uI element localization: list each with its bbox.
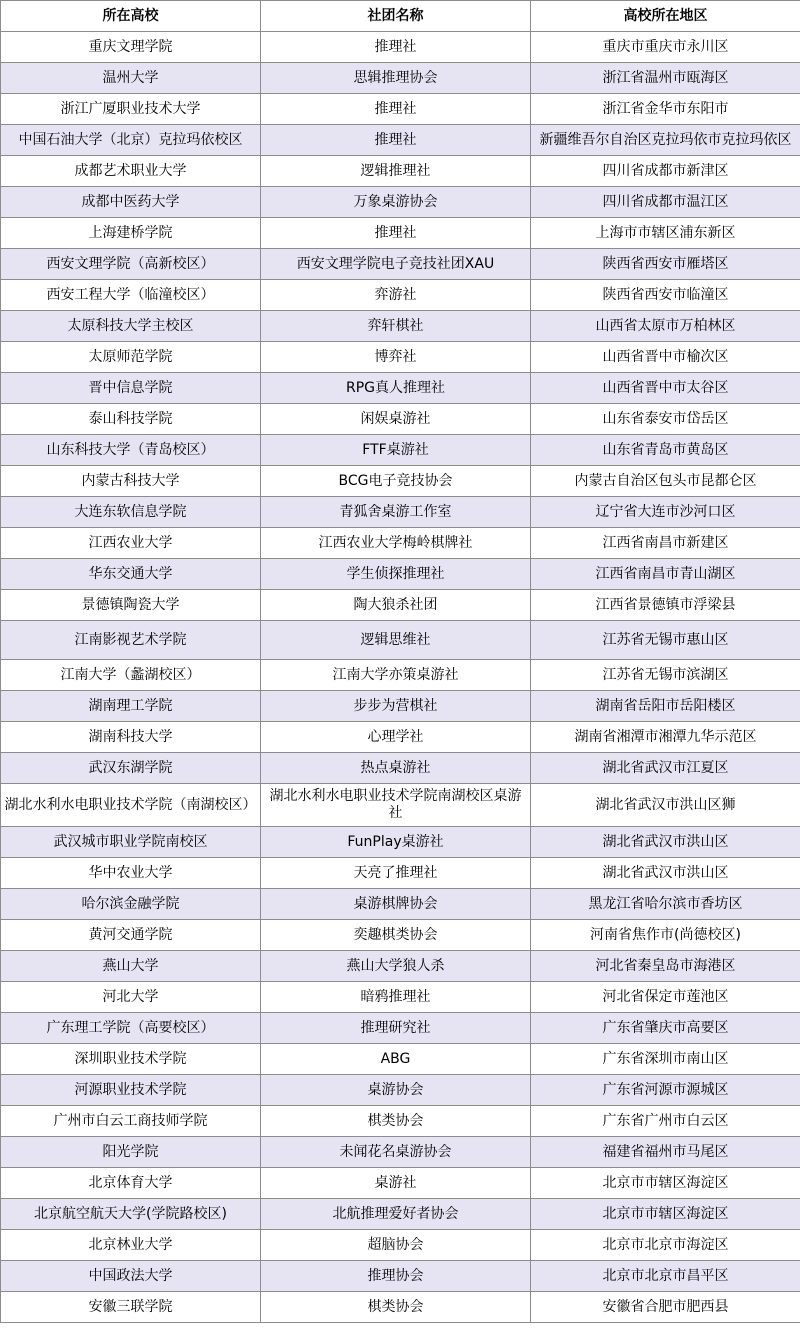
cell-school: 西安文理学院（高新校区） bbox=[1, 249, 261, 280]
cell-club: 西安文理学院电子竞技社团XAU bbox=[261, 249, 531, 280]
cell-region: 湖南省湘潭市湘潭九华示范区 bbox=[531, 722, 800, 753]
cell-region: 河南省焦作市(尚德校区) bbox=[531, 920, 800, 951]
cell-club: 推理社 bbox=[261, 125, 531, 156]
table-row bbox=[1, 660, 800, 691]
table-row bbox=[1, 1044, 800, 1075]
cell-region: 浙江省金华市东阳市 bbox=[531, 94, 800, 125]
cell-region: 广东省深圳市南山区 bbox=[531, 1044, 800, 1075]
cell-region: 湖北省武汉市洪山区狮 bbox=[531, 784, 800, 827]
cell-club: 超脑协会 bbox=[261, 1230, 531, 1261]
cell-club: 桌游协会 bbox=[261, 1075, 531, 1106]
table-row bbox=[1, 1230, 800, 1261]
table-row bbox=[1, 249, 800, 280]
table-row bbox=[1, 311, 800, 342]
cell-region: 内蒙古自治区包头市昆都仑区 bbox=[531, 466, 800, 497]
cell-school: 成都中医药大学 bbox=[1, 187, 261, 218]
cell-school: 阳光学院 bbox=[1, 1137, 261, 1168]
cell-school: 晋中信息学院 bbox=[1, 373, 261, 404]
cell-club: 心理学社 bbox=[261, 722, 531, 753]
cell-region: 浙江省温州市瓯海区 bbox=[531, 63, 800, 94]
cell-school: 江南大学（蠡湖校区） bbox=[1, 660, 261, 691]
cell-club: 北航推理爱好者协会 bbox=[261, 1199, 531, 1230]
cell-school: 太原科技大学主校区 bbox=[1, 311, 261, 342]
cell-club: 桌游棋牌协会 bbox=[261, 889, 531, 920]
cell-region: 广东省河源市源城区 bbox=[531, 1075, 800, 1106]
cell-school: 成都艺术职业大学 bbox=[1, 156, 261, 187]
cell-school: 武汉东湖学院 bbox=[1, 753, 261, 784]
table-row bbox=[1, 466, 800, 497]
cell-school: 哈尔滨金融学院 bbox=[1, 889, 261, 920]
cell-club: 思辑推理协会 bbox=[261, 63, 531, 94]
table-row bbox=[1, 691, 800, 722]
table-header-row bbox=[1, 1, 800, 32]
cell-school: 安徽三联学院 bbox=[1, 1292, 261, 1323]
header-region: 高校所在地区 bbox=[531, 1, 800, 32]
table-row bbox=[1, 722, 800, 753]
table-row bbox=[1, 156, 800, 187]
cell-school: 大连东软信息学院 bbox=[1, 497, 261, 528]
cell-club: 奕趣棋类协会 bbox=[261, 920, 531, 951]
cell-school: 深圳职业技术学院 bbox=[1, 1044, 261, 1075]
table-row bbox=[1, 1199, 800, 1230]
cell-club: 未闻花名桌游协会 bbox=[261, 1137, 531, 1168]
cell-region: 江苏省无锡市滨湖区 bbox=[531, 660, 800, 691]
cell-club: BCG电子竞技协会 bbox=[261, 466, 531, 497]
table-row bbox=[1, 1261, 800, 1292]
cell-region: 新疆维吾尔自治区克拉玛依市克拉玛依区 bbox=[531, 125, 800, 156]
cell-club: 热点桌游社 bbox=[261, 753, 531, 784]
cell-school: 黄河交通学院 bbox=[1, 920, 261, 951]
cell-club: 逻辑推理社 bbox=[261, 156, 531, 187]
table-body bbox=[1, 32, 800, 1323]
cell-school: 重庆文理学院 bbox=[1, 32, 261, 63]
table-row bbox=[1, 125, 800, 156]
table-row bbox=[1, 63, 800, 94]
cell-school: 武汉城市职业学院南校区 bbox=[1, 827, 261, 858]
cell-club: 弈轩棋社 bbox=[261, 311, 531, 342]
cell-region: 湖北省武汉市洪山区 bbox=[531, 858, 800, 889]
table-row bbox=[1, 528, 800, 559]
table-row bbox=[1, 1137, 800, 1168]
table-row bbox=[1, 951, 800, 982]
cell-school: 上海建桥学院 bbox=[1, 218, 261, 249]
cell-region: 河北省保定市莲池区 bbox=[531, 982, 800, 1013]
cell-school: 河源职业技术学院 bbox=[1, 1075, 261, 1106]
cell-region: 重庆市重庆市永川区 bbox=[531, 32, 800, 63]
cell-region: 江苏省无锡市惠山区 bbox=[531, 621, 800, 660]
table-row bbox=[1, 920, 800, 951]
cell-region: 河北省秦皇岛市海港区 bbox=[531, 951, 800, 982]
table-row bbox=[1, 94, 800, 125]
cell-school: 湖南科技大学 bbox=[1, 722, 261, 753]
table-row bbox=[1, 1106, 800, 1137]
cell-school: 中国石油大学（北京）克拉玛依校区 bbox=[1, 125, 261, 156]
cell-region: 山西省晋中市榆次区 bbox=[531, 342, 800, 373]
table-row bbox=[1, 559, 800, 590]
cell-school: 温州大学 bbox=[1, 63, 261, 94]
table-row bbox=[1, 889, 800, 920]
cell-region: 湖南省岳阳市岳阳楼区 bbox=[531, 691, 800, 722]
cell-region: 山东省青岛市黄岛区 bbox=[531, 435, 800, 466]
cell-school: 泰山科技学院 bbox=[1, 404, 261, 435]
cell-region: 陕西省西安市临潼区 bbox=[531, 280, 800, 311]
table-row bbox=[1, 621, 800, 660]
header-club: 社团名称 bbox=[261, 1, 531, 32]
cell-school: 浙江广厦职业技术大学 bbox=[1, 94, 261, 125]
table-row bbox=[1, 858, 800, 889]
cell-school: 河北大学 bbox=[1, 982, 261, 1013]
cell-club: 青狐舍桌游工作室 bbox=[261, 497, 531, 528]
cell-school: 北京林业大学 bbox=[1, 1230, 261, 1261]
cell-region: 江西省景德镇市浮梁县 bbox=[531, 590, 800, 621]
cell-region: 辽宁省大连市沙河口区 bbox=[531, 497, 800, 528]
table-row bbox=[1, 32, 800, 63]
cell-school: 北京体育大学 bbox=[1, 1168, 261, 1199]
cell-club: 弈游社 bbox=[261, 280, 531, 311]
cell-school: 广东理工学院（高要校区） bbox=[1, 1013, 261, 1044]
cell-club: 棋类协会 bbox=[261, 1292, 531, 1323]
cell-region: 江西省南昌市新建区 bbox=[531, 528, 800, 559]
cell-school: 山东科技大学（青岛校区） bbox=[1, 435, 261, 466]
table-row bbox=[1, 982, 800, 1013]
cell-club: 推理社 bbox=[261, 32, 531, 63]
table-row bbox=[1, 753, 800, 784]
table-row bbox=[1, 342, 800, 373]
cell-club: 推理研究社 bbox=[261, 1013, 531, 1044]
cell-club: 桌游社 bbox=[261, 1168, 531, 1199]
cell-region: 安徽省合肥市肥西县 bbox=[531, 1292, 800, 1323]
cell-school: 中国政法大学 bbox=[1, 1261, 261, 1292]
cell-club: 步步为营棋社 bbox=[261, 691, 531, 722]
cell-school: 北京航空航天大学(学院路校区) bbox=[1, 1199, 261, 1230]
cell-school: 华中农业大学 bbox=[1, 858, 261, 889]
cell-school: 内蒙古科技大学 bbox=[1, 466, 261, 497]
cell-club: 博弈社 bbox=[261, 342, 531, 373]
cell-school: 江西农业大学 bbox=[1, 528, 261, 559]
cell-school: 湖北水利水电职业技术学院（南湖校区） bbox=[1, 784, 261, 827]
table-row bbox=[1, 187, 800, 218]
table-row bbox=[1, 1168, 800, 1199]
cell-region: 陕西省西安市雁塔区 bbox=[531, 249, 800, 280]
cell-region: 四川省成都市温江区 bbox=[531, 187, 800, 218]
cell-school: 景德镇陶瓷大学 bbox=[1, 590, 261, 621]
cell-club: 陶大狼杀社团 bbox=[261, 590, 531, 621]
cell-region: 湖北省武汉市洪山区 bbox=[531, 827, 800, 858]
cell-club: 推理社 bbox=[261, 218, 531, 249]
cell-region: 北京市市辖区海淀区 bbox=[531, 1168, 800, 1199]
cell-region: 山西省晋中市太谷区 bbox=[531, 373, 800, 404]
table-row bbox=[1, 280, 800, 311]
cell-club: 推理社 bbox=[261, 94, 531, 125]
cell-school: 西安工程大学（临潼校区） bbox=[1, 280, 261, 311]
cell-club: 天亮了推理社 bbox=[261, 858, 531, 889]
table-row bbox=[1, 1292, 800, 1323]
cell-region: 广东省广州市白云区 bbox=[531, 1106, 800, 1137]
cell-region: 广东省肇庆市高要区 bbox=[531, 1013, 800, 1044]
cell-region: 山西省太原市万柏林区 bbox=[531, 311, 800, 342]
cell-club: RPG真人推理社 bbox=[261, 373, 531, 404]
cell-school: 广州市白云工商技师学院 bbox=[1, 1106, 261, 1137]
cell-club: 逻辑思维社 bbox=[261, 621, 531, 660]
table-row bbox=[1, 497, 800, 528]
cell-school: 江南影视艺术学院 bbox=[1, 621, 261, 660]
cell-club: 江西农业大学梅岭棋牌社 bbox=[261, 528, 531, 559]
cell-club: 闲娱桌游社 bbox=[261, 404, 531, 435]
table-row bbox=[1, 827, 800, 858]
table-row bbox=[1, 1075, 800, 1106]
cell-region: 北京市市辖区海淀区 bbox=[531, 1199, 800, 1230]
cell-region: 江西省南昌市青山湖区 bbox=[531, 559, 800, 590]
cell-club: 万象桌游协会 bbox=[261, 187, 531, 218]
header-school: 所在高校 bbox=[1, 1, 261, 32]
cell-club: 燕山大学狼人杀 bbox=[261, 951, 531, 982]
cell-school: 华东交通大学 bbox=[1, 559, 261, 590]
cell-school: 太原师范学院 bbox=[1, 342, 261, 373]
cell-club: 学生侦探推理社 bbox=[261, 559, 531, 590]
cell-club: 湖北水利水电职业技术学院南湖校区桌游社 bbox=[261, 784, 531, 827]
table-row bbox=[1, 373, 800, 404]
cell-club: FunPlay桌游社 bbox=[261, 827, 531, 858]
cell-region: 北京市北京市海淀区 bbox=[531, 1230, 800, 1261]
cell-school: 燕山大学 bbox=[1, 951, 261, 982]
table-row bbox=[1, 435, 800, 466]
cell-region: 山东省泰安市岱岳区 bbox=[531, 404, 800, 435]
cell-region: 四川省成都市新津区 bbox=[531, 156, 800, 187]
table-row bbox=[1, 1013, 800, 1044]
table-row bbox=[1, 590, 800, 621]
cell-club: 棋类协会 bbox=[261, 1106, 531, 1137]
table-row bbox=[1, 784, 800, 827]
cell-club: 江南大学亦策桌游社 bbox=[261, 660, 531, 691]
cell-club: 暗鸦推理社 bbox=[261, 982, 531, 1013]
cell-club: 推理协会 bbox=[261, 1261, 531, 1292]
table-row bbox=[1, 404, 800, 435]
cell-school: 湖南理工学院 bbox=[1, 691, 261, 722]
cell-region: 上海市市辖区浦东新区 bbox=[531, 218, 800, 249]
cell-region: 福建省福州市马尾区 bbox=[531, 1137, 800, 1168]
table-row bbox=[1, 218, 800, 249]
cell-region: 湖北省武汉市江夏区 bbox=[531, 753, 800, 784]
cell-region: 北京市北京市昌平区 bbox=[531, 1261, 800, 1292]
cell-club: ABG bbox=[261, 1044, 531, 1075]
cell-region: 黑龙江省哈尔滨市香坊区 bbox=[531, 889, 800, 920]
cell-club: FTF桌游社 bbox=[261, 435, 531, 466]
